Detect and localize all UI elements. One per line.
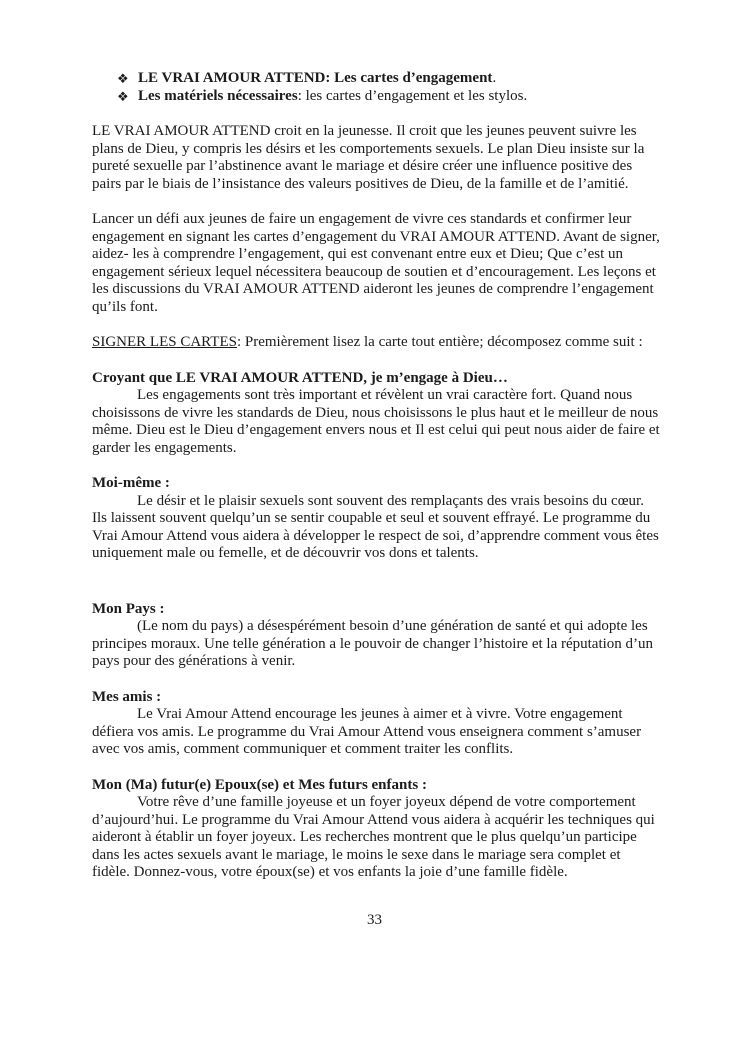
bullet-bold-text: LE VRAI AMOUR ATTEND: Les cartes d’engagement bbox=[138, 70, 493, 86]
section-heading: Mon Pays : bbox=[92, 600, 165, 617]
diamond-bullet-icon: ❖ bbox=[117, 88, 129, 104]
section-heading: Croyant que LE VRAI AMOUR ATTEND, je m’engage à Dieu… bbox=[92, 369, 508, 386]
section-heading: Mon (Ma) futur(e) Epoux(se) et Mes futurs enfants : bbox=[92, 776, 427, 793]
page-number: 33 bbox=[367, 912, 382, 928]
section-futur-epoux bbox=[92, 777, 662, 882]
bullet-rest-text: : les cartes d’engagement et les stylos. bbox=[297, 87, 528, 104]
signer-rest-text: : Premièrement lisez la carte tout entière; décomposez comme suit : bbox=[236, 334, 643, 350]
signer-les-cartes-line bbox=[92, 334, 662, 352]
section-body: Votre rêve d’une famille joyeuse et un foyer joyeux dépend de votre comportement d’aujourd’hui. Le programme du Vrai Amour Attend vous aidera à acquérir les techniques qui aideront à établir un foyer joyeux. Les recherches montrent que le plus quelqu’un participe dans les actes sexuels avant le mariage, le moins le sexe dans le mariage sera complet et fidèle. Donnez-vous, votre époux(se) et vos enfants la joie d’une famille fidèle. bbox=[92, 794, 655, 880]
bullet-item bbox=[117, 70, 662, 88]
bullet-bold-text: Les matériels nécessaires bbox=[138, 87, 298, 104]
bullet-text bbox=[138, 88, 527, 106]
section-body: Les engagements sont très important et révèlent un vrai caractère fort. Quand nous choisissons de vivre les standards de Dieu, nous choisissons le plus haut et le meilleur de nous même. Dieu est le Dieu d’engagement envers nous et Il est celui qui peut nous aider de faire et garder les engagements. bbox=[92, 387, 660, 456]
paragraph-intro-2: Lancer un défi aux jeunes de faire un engagement de vivre ces standards et confirmer leur engagement en signant les cartes d’engagement du VRAI AMOUR ATTEND. Avant de signer, aidez- les à comprendre l’engagement, qui est convenant entre eux et Dieu; Que c’est un engagement sérieux lequel nécessitera beaucoup de soutien et d’encouragement. Les leçons et les discussions du VRAI AMOUR ATTEND aideront les jeunes de comprendre l’engagement qu’ils font. bbox=[92, 211, 660, 315]
bullet-list bbox=[117, 70, 662, 105]
section-mes-amis bbox=[92, 689, 662, 759]
section-body: Le désir et le plaisir sexuels sont souvent des remplaçants des vrais besoins du cœur. Ils laissent souvent quelqu’un se sentir coupable et seul et souvent effrayé. Le programme du Vrai Amour Attend vous aidera à développer le respect de soi, d’apprendre comment vous êtes uniquement male ou femelle, et de découvrir vos dons et talents. bbox=[92, 492, 659, 561]
section-mon-pays bbox=[92, 601, 662, 671]
section-croyant bbox=[92, 370, 662, 458]
diamond-bullet-icon: ❖ bbox=[117, 71, 129, 86]
document-content bbox=[92, 70, 662, 900]
bullet-rest-text: . bbox=[492, 70, 497, 86]
signer-heading-underlined: SIGNER LES CARTES bbox=[92, 334, 237, 350]
section-body: Le Vrai Amour Attend encourage les jeunes à aimer et à vivre. Votre engagement défiera vos amis. Le programme du Vrai Amour Attend vous enseignera comment s’amuser avec vos amis, comment communiquer et comment traiter les conflits. bbox=[92, 706, 642, 757]
section-heading: Moi-même : bbox=[92, 475, 170, 491]
paragraph-intro-1: LE VRAI AMOUR ATTEND croit en la jeunesse. Il croit que les jeunes peuvent suivre les plans de Dieu, y compris les désirs et les comportements sexuels. Le plan Dieu insiste sur la pureté sexuelle par l’abstinence avant le mariage et désire créer une influence positive des pairs par le biais de l’insistance des valeurs positives de Dieu, de la famille et de l’amitié. bbox=[92, 123, 645, 192]
section-moi-meme bbox=[92, 475, 662, 563]
bullet-item bbox=[117, 88, 662, 106]
bullet-text bbox=[138, 70, 496, 88]
section-body: (Le nom du pays) a désespérément besoin d’une génération de santé et qui adopte les principes moraux. Une telle génération a le pouvoir de changer l’histoire et la réputation d’un pays pour des générations à venir. bbox=[92, 618, 654, 669]
section-heading: Mes amis : bbox=[92, 688, 162, 705]
